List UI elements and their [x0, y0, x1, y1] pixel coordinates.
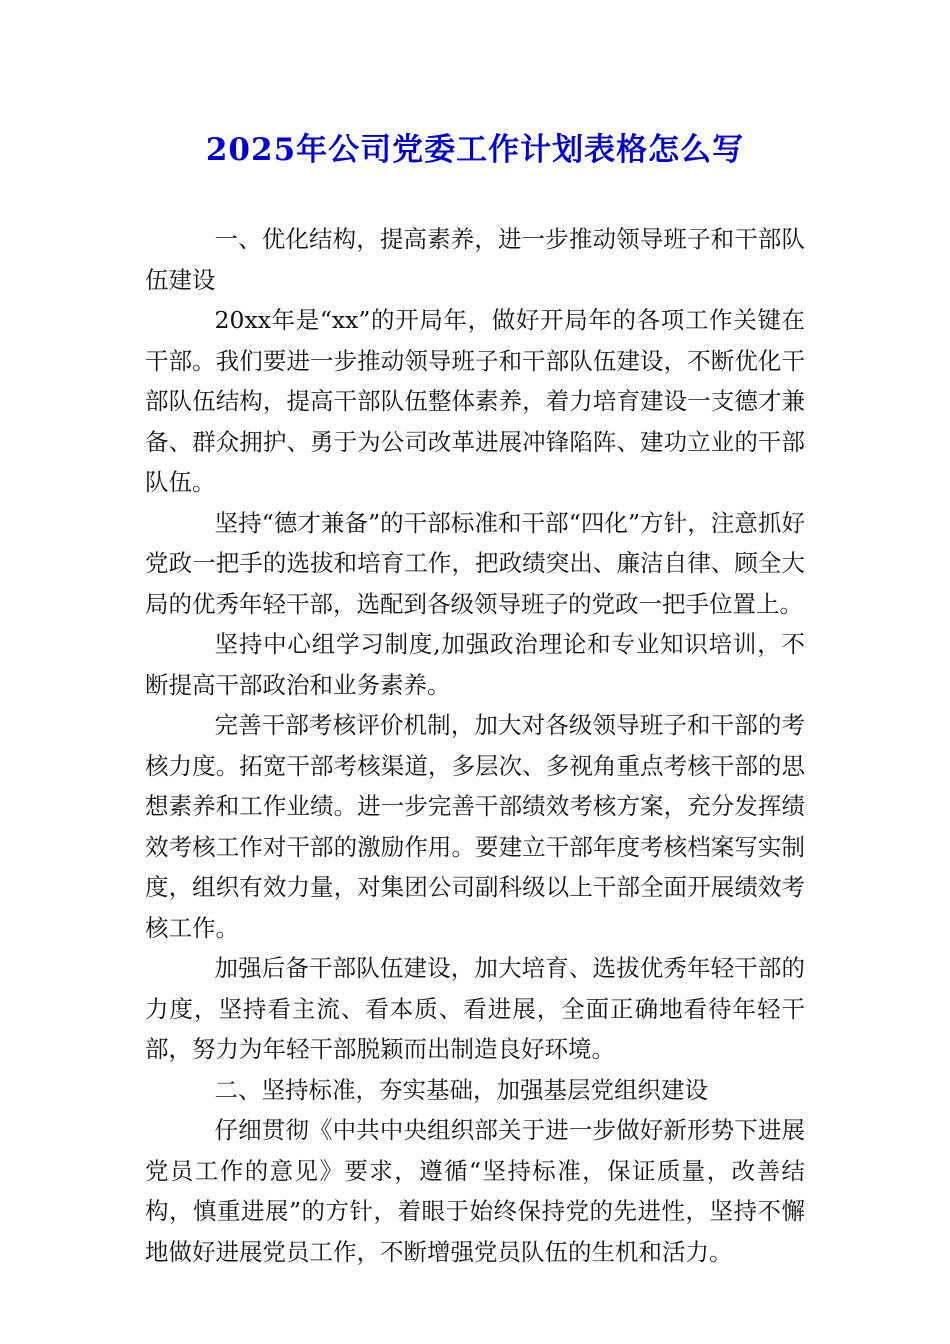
body-paragraph: 加强后备干部队伍建设，加大培育、选拔优秀年轻干部的力度，坚持看主流、看本质、看进展，全面正确地看待年轻干部，努力为年轻干部脱颖而出制造良好环境。: [145, 954, 805, 1063]
section-heading-1: 一、优化结构，提高素养，进一步推动领导班子和干部队伍建设: [145, 225, 805, 294]
body-paragraph: 坚持“德才兼备”的干部标准和干部“四化”方针，注意抓好党政一把手的选拔和培育工作，把政绩突出、廉洁自律、顾全大局的优秀年轻干部，选配到各级领导班子的党政一把手位置上。: [145, 508, 805, 618]
body-paragraph: 坚持中心组学习制度,加强政治理论和专业知识培训，不断提高干部政治和业务素养。: [145, 630, 805, 699]
body-paragraph: 仔细贯彻《中共中央组织部关于进一步做好新形势下进展党员工作的意见》要求，遵循“坚持标准，保证质量，改善结构，慎重进展”的方针，着眼于始终保持党的先进性，坚持不懈地做好进展党员工作，不断增强党员队伍的生机和活力。: [145, 1116, 805, 1266]
document-title: 2025年公司党委工作计划表格怎么写: [205, 132, 745, 168]
section-heading-2: 二、坚持标准，夯实基础，加强基层党组织建设: [214, 1075, 709, 1104]
body-paragraph: 20xx年是“xx”的开局年，做好开局年的各项工作关键在干部。我们要进一步推动领导班子和干部队伍建设，不断优化干部队伍结构，提高干部队伍整体素养，着力培育建设一支德才兼备、群众拥护、勇于为公司改革进展冲锋陷阵、建功立业的干部队伍。: [145, 306, 805, 496]
body-paragraph: 完善干部考核评价机制，加大对各级领导班子和干部的考核力度。拓宽干部考核渠道，多层次、多视角重点考核干部的思想素养和工作业绩。进一步完善干部绩效考核方案，充分发挥绩效考核工作对干部的激励作用。要建立干部年度考核档案写实制度，组织有效力量，对集团公司副科级以上干部全面开展绩效考核工作。: [145, 711, 805, 942]
document-body: [145, 219, 805, 1272]
